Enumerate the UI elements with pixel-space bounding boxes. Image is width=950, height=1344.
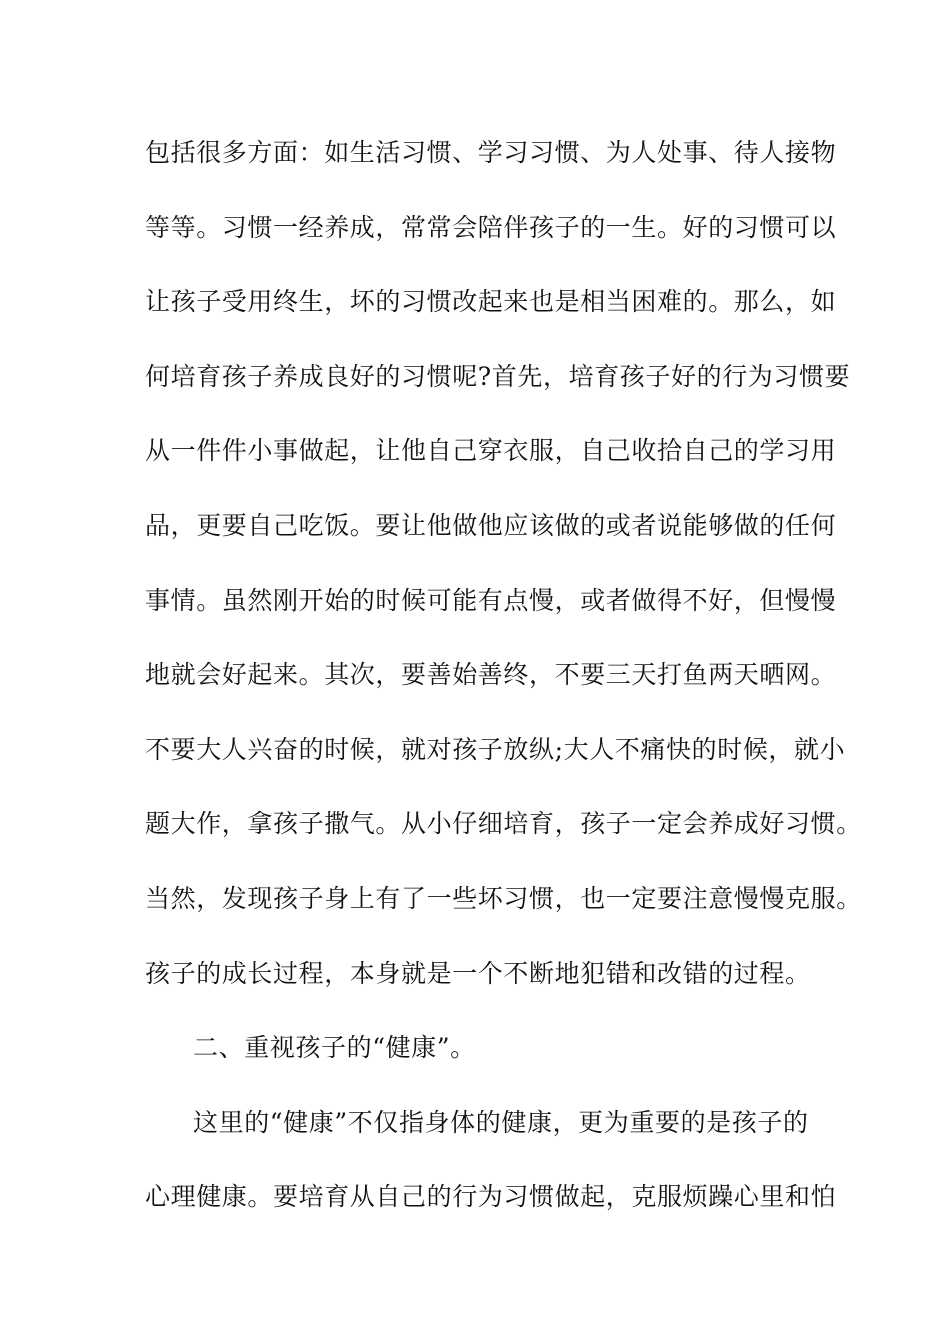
text-line: 不要大人兴奋的时候，就对孩子放纵;大人不痛快的时候，就小: [145, 734, 846, 764]
text-line: 等等。习惯一经养成，常常会陪伴孩子的一生。好的习惯可以: [145, 212, 837, 242]
text-line: 当然，发现孩子身上有了一些坏习惯，也一定要注意慢慢克服。: [145, 883, 862, 913]
text-line: 地就会好起来。其次，要善始善终，不要三天打鱼两天晒网。: [145, 660, 837, 690]
body-text: [145, 131, 862, 1250]
paragraph-start-line: 这里的“健康”不仅指身体的健康，更为重要的是孩子的: [193, 1107, 809, 1137]
text-line: 事情。虽然刚开始的时候可能有点慢，或者做得不好，但慢慢: [145, 585, 837, 615]
text-line: 心理健康。要培育从自己的行为习惯做起，克服烦躁心里和怕: [145, 1182, 837, 1212]
text-line: 包括很多方面：如生活习惯、学习习惯、为人处事、待人接物: [145, 138, 837, 167]
text-line: 品，更要自己吃饭。要让他做他应该做的或者说能够做的任何: [145, 510, 837, 540]
text-line: 孩子的成长过程，本身就是一个不断地犯错和改错的过程。: [145, 958, 811, 988]
text-line: 何培育孩子养成良好的习惯呢?首先，培育孩子好的行为习惯要: [145, 361, 851, 391]
text-line: 从一件件小事做起，让他自己穿衣服，自己收拾自己的学习用: [145, 436, 837, 466]
text-line: 让孩子受用终生，坏的习惯改起来也是相当困难的。那么，如: [145, 287, 837, 317]
section-heading: 二、重视孩子的“健康”。: [193, 1033, 476, 1063]
text-line: 题大作，拿孩子撒气。从小仔细培育，孩子一定会养成好习惯。: [145, 809, 862, 839]
